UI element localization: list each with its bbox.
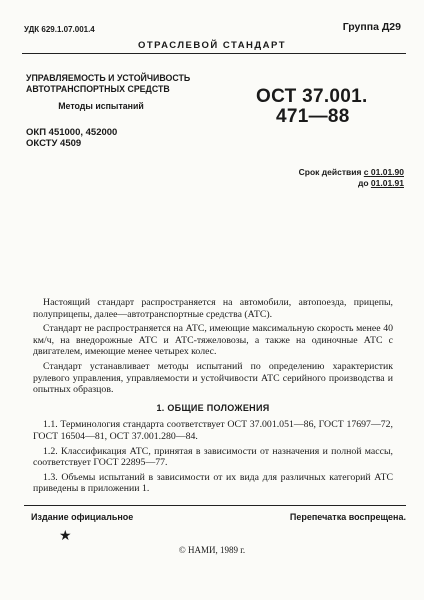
- validity-to-prefix: до: [357, 178, 369, 188]
- star-icon: ★: [59, 529, 72, 544]
- okp-code: ОКП 451000, 452000: [26, 127, 118, 138]
- udk-code: УДК 629.1.07.001.4: [24, 25, 95, 34]
- validity-period: [244, 167, 404, 189]
- intro-paragraph-2: Стандарт не распространяется на АТС, имеющие максимальную скорость менее 40 км/ч, на внедорожные АТС и АТС-тяжеловозы, а также на одиночные АТС с двигателем, имеющие менее четырех колес.: [33, 323, 393, 358]
- validity-from-prefix: с: [363, 167, 369, 177]
- standard-type-heading: ОТРАСЛЕВОЙ СТАНДАРТ: [137, 40, 287, 51]
- document-title: [26, 73, 246, 112]
- group-code: Группа Д29: [342, 21, 401, 33]
- clause-1-3: 1.3. Объемы испытаний в зависимости от их вида для различных категорий АТС приведены в приложении 1.: [33, 471, 393, 495]
- section-heading: 1. ОБЩИЕ ПОЛОЖЕНИЯ: [156, 402, 270, 413]
- title-line-1: УПРАВЛЯЕМОСТЬ И УСТОЙЧИВОСТЬ: [26, 73, 191, 83]
- ost-number: [256, 87, 424, 127]
- ost-number-line-1: ОСТ 37.001.: [256, 86, 368, 107]
- edition-note: Издание официальное: [31, 512, 134, 522]
- reprint-notice: Перепечатка воспрещена.: [289, 512, 406, 522]
- validity-label: Срок действия: [298, 167, 362, 177]
- method-subtitle: Методы испытаний: [58, 101, 144, 111]
- ost-number-line-2: 471—88: [276, 106, 350, 127]
- okstu-code: ОКСТУ 4509: [26, 138, 82, 149]
- clause-1-1: 1.1. Терминология стандарта соответствует ОСТ 37.001.051—86, ГОСТ 17697—72, ГОСТ 16504—81, ОСТ 37.001.280—84.: [33, 419, 393, 442]
- footer-divider: [24, 505, 406, 506]
- validity-from-date: 01.01.90: [370, 167, 404, 177]
- title-line-2: АВТОТРАНСПОРТНЫХ СРЕДСТВ: [26, 84, 170, 94]
- clause-1-2: 1.2. Классификация АТС, принятая в зависимости от назначения и полной массы, соответствует ГОСТ 22895—77.: [33, 445, 393, 469]
- intro-paragraph-3: Стандарт устанавливает методы испытаний по определению характеристик рулевого управления, управляемости и устойчивости АТС серийного производства и опытных образцов.: [33, 360, 393, 396]
- copyright-notice: © НАМИ, 1989 г.: [178, 545, 246, 555]
- classification-codes: [26, 127, 117, 149]
- header-divider: [22, 53, 406, 54]
- validity-to-date: 01.01.91: [370, 178, 404, 188]
- intro-paragraph-1: Настоящий стандарт распространяется на автомобили, автопоезда, прицепы, полуприцепы, далее—автотранспортные средства (АТС).: [33, 297, 393, 320]
- document-body: [33, 297, 393, 498]
